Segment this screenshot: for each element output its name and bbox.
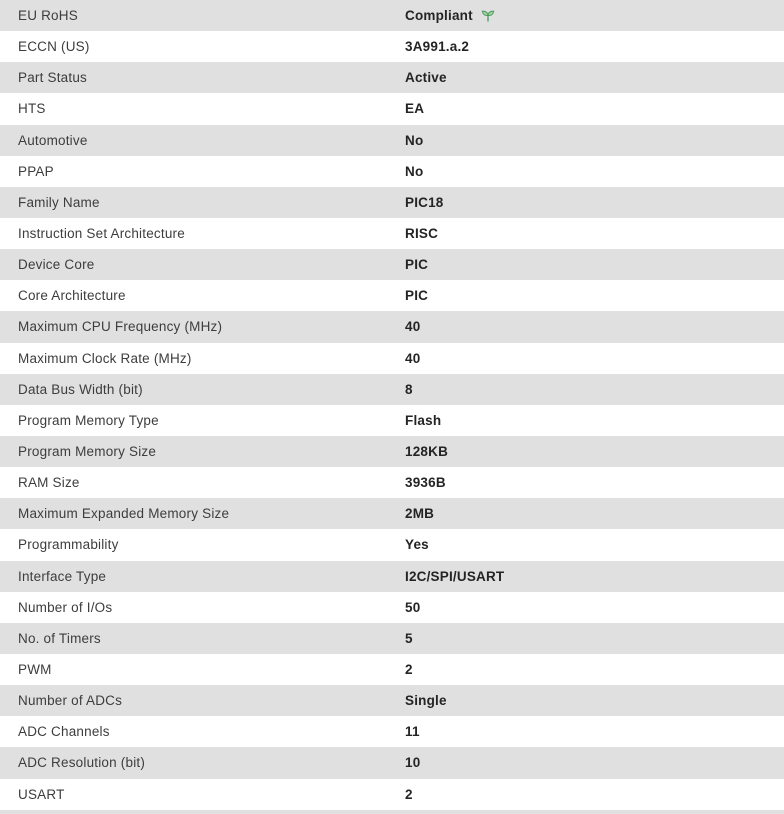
spec-value-text: 3A991.a.2 <box>405 39 470 55</box>
spec-value-text: 2MB <box>405 506 435 522</box>
spec-row <box>0 280 784 311</box>
spec-value <box>405 39 469 54</box>
spec-label: RAM Size <box>18 475 80 491</box>
spec-row <box>0 685 784 716</box>
spec-label: ECCN (US) <box>18 39 90 55</box>
spec-row <box>0 498 784 529</box>
spec-value-text: Single <box>405 693 447 709</box>
spec-row <box>0 156 784 187</box>
spec-value-text: 2 <box>405 662 413 678</box>
spec-value-text: 11 <box>405 724 420 740</box>
spec-value <box>405 288 428 303</box>
spec-value <box>405 382 413 397</box>
spec-value-text: No <box>405 132 424 148</box>
spec-value-text: 8 <box>405 381 413 397</box>
spec-value <box>405 506 434 521</box>
spec-row <box>0 343 784 374</box>
spec-value-text: Flash <box>405 412 442 428</box>
spec-value <box>405 631 413 646</box>
spec-value <box>405 319 420 334</box>
spec-label: HTS <box>18 101 46 117</box>
spec-value-text: 40 <box>405 319 421 335</box>
spec-value-text: 40 <box>405 350 421 366</box>
spec-value <box>405 195 444 210</box>
spec-value <box>405 569 504 584</box>
spec-value-text: PIC18 <box>405 194 444 210</box>
spec-value <box>405 693 447 708</box>
spec-row <box>0 125 784 156</box>
spec-value-text: Compliant <box>405 8 473 24</box>
spec-value <box>405 444 448 459</box>
spec-value <box>405 600 420 615</box>
spec-label: No. of Timers <box>18 630 101 646</box>
spec-value-text: Yes <box>405 537 429 553</box>
spec-row <box>0 779 784 810</box>
spec-value <box>405 133 423 148</box>
spec-row <box>0 31 784 62</box>
spec-value <box>405 475 446 490</box>
spec-row <box>0 249 784 280</box>
spec-row <box>0 467 784 498</box>
spec-value-text: EA <box>405 101 425 117</box>
spec-value-text: 50 <box>405 599 421 615</box>
spec-value <box>405 413 441 428</box>
spec-label: Core Architecture <box>18 288 126 304</box>
spec-row <box>0 0 784 31</box>
spec-label: Maximum Expanded Memory Size <box>18 506 230 522</box>
spec-row <box>0 187 784 218</box>
spec-row-partial <box>0 810 784 814</box>
spec-row <box>0 716 784 747</box>
spec-row <box>0 436 784 467</box>
spec-value <box>405 662 413 677</box>
spec-value-text: I2C/SPI/USART <box>405 568 505 584</box>
spec-value-text: 2 <box>405 786 413 802</box>
spec-value-text: Active <box>405 70 447 86</box>
spec-label: ADC Resolution (bit) <box>18 755 146 771</box>
spec-value <box>405 787 413 802</box>
spec-label: Number of ADCs <box>18 693 123 709</box>
spec-label: Instruction Set Architecture <box>18 226 185 242</box>
spec-value <box>405 755 420 770</box>
spec-row <box>0 654 784 685</box>
spec-value <box>405 351 420 366</box>
spec-label: Number of I/Os <box>18 599 113 615</box>
spec-row <box>0 218 784 249</box>
spec-row <box>0 311 784 342</box>
spec-row <box>0 405 784 436</box>
spec-row <box>0 62 784 93</box>
spec-row <box>0 747 784 778</box>
spec-row <box>0 623 784 654</box>
spec-row <box>0 374 784 405</box>
spec-value <box>405 164 423 179</box>
spec-value <box>405 537 429 552</box>
spec-label: Family Name <box>18 194 100 210</box>
leaf-icon[interactable] <box>480 8 496 23</box>
spec-value-text: RISC <box>405 226 439 242</box>
spec-value-text: 128KB <box>405 444 449 460</box>
spec-row <box>0 592 784 623</box>
spec-label: EU RoHS <box>18 8 78 24</box>
spec-value-text: PIC <box>405 257 429 273</box>
spec-value <box>405 724 420 739</box>
spec-value <box>405 70 447 85</box>
spec-label: Program Memory Type <box>18 412 159 428</box>
spec-label: Data Bus Width (bit) <box>18 381 143 397</box>
spec-label: Automotive <box>18 132 88 148</box>
spec-label: USART <box>18 786 65 802</box>
spec-value-text: PIC <box>405 288 429 304</box>
spec-row <box>0 561 784 592</box>
spec-value <box>405 226 438 241</box>
spec-label: Part Status <box>18 70 87 86</box>
spec-label: PWM <box>18 662 52 678</box>
spec-label: Programmability <box>18 537 119 553</box>
spec-row <box>0 93 784 124</box>
spec-value <box>405 101 424 116</box>
spec-label: Maximum CPU Frequency (MHz) <box>18 319 223 335</box>
spec-value <box>405 8 496 23</box>
spec-value-text: No <box>405 163 424 179</box>
spec-label: Device Core <box>18 257 95 273</box>
spec-value-text: 10 <box>405 755 421 771</box>
spec-row <box>0 529 784 560</box>
spec-label: Program Memory Size <box>18 444 157 460</box>
spec-label: Maximum Clock Rate (MHz) <box>18 350 192 366</box>
spec-label: PPAP <box>18 163 54 179</box>
spec-label: ADC Channels <box>18 724 110 740</box>
spec-value-text: 5 <box>405 630 413 646</box>
spec-label: Interface Type <box>18 568 107 584</box>
spec-value <box>405 257 428 272</box>
spec-value-text: 3936B <box>405 475 446 491</box>
